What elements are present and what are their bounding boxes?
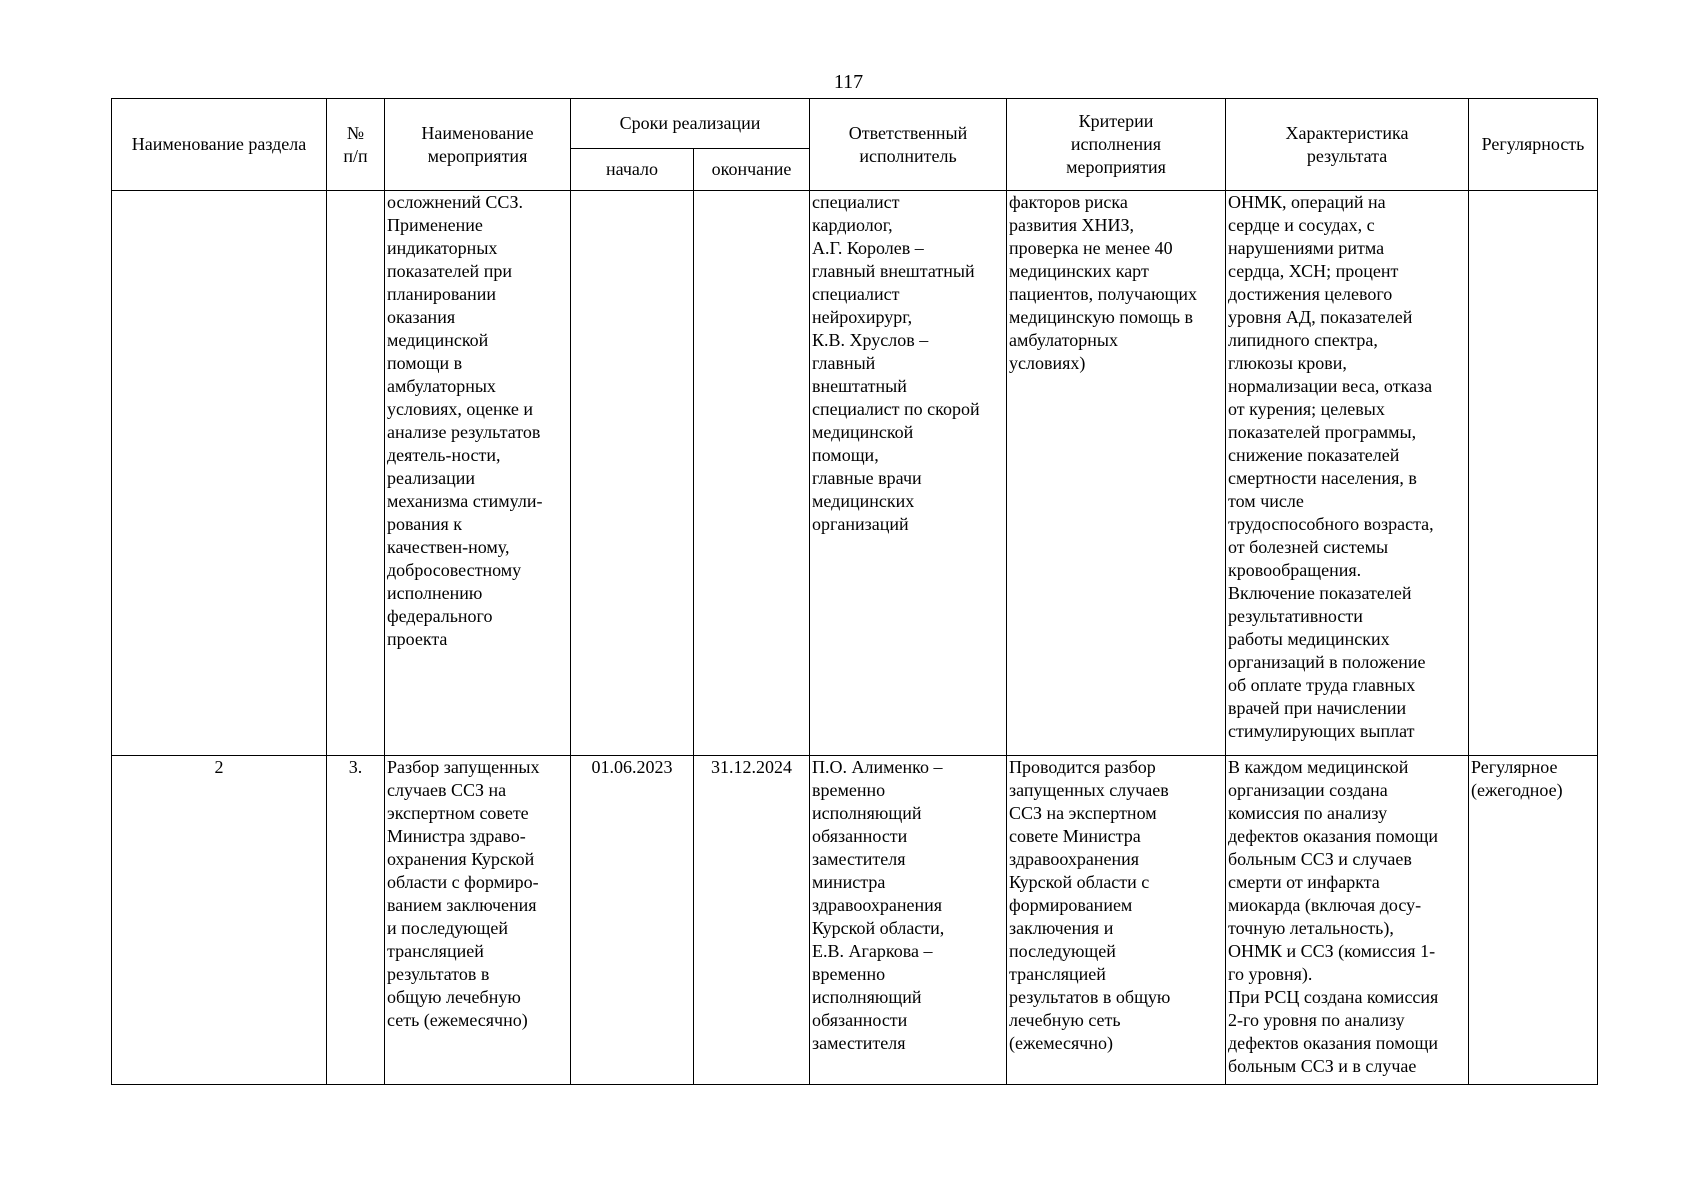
header-number: № п/п xyxy=(327,99,385,191)
cell-result: ОНМК, операций на сердце и сосудах, с нарушениями ритма сердца, ХСН; процент достижения целевого уровня АД, показателей липидного спектра, глюкозы крови, нормализации веса, отказа от курения; целевых показателей программы, снижение показателей смертности населения, в том числе трудоспособного возраста, от болезней системы кровообращения. Включение показателей результативности работы медицинских организаций в положение об оплате труда главных врачей при начислении стимулирующих выплат xyxy=(1226,191,1469,756)
header-responsible: Ответственный исполнитель xyxy=(810,99,1007,191)
cell-criteria: Проводится разбор запущенных случаев ССЗ на экспертном совете Министра здравоохранения Курской области с формированием заключения и последующей трансляцией результатов в общую лечебную сеть (ежемесячно) xyxy=(1007,756,1226,1085)
measures-table xyxy=(111,98,1598,1085)
header-result: Характеристика результата xyxy=(1226,99,1469,191)
cell-event: осложнений ССЗ. Применение индикаторных показателей при планировании оказания медицинской помощи в амбулаторных условиях, оценке и анализе результатов деятель-ности, реализации механизма стимули- рования к качествен-ному, добросовестному исполнению федерального проекта xyxy=(385,191,571,756)
cell-section xyxy=(112,191,327,756)
table-row xyxy=(112,191,1598,756)
cell-number: 3. xyxy=(327,756,385,1085)
cell-section: 2 xyxy=(112,756,327,1085)
cell-end xyxy=(694,191,810,756)
header-dates: Сроки реализации xyxy=(571,99,810,149)
header-start: начало xyxy=(571,149,694,191)
cell-number xyxy=(327,191,385,756)
header-event: Наименование мероприятия xyxy=(385,99,571,191)
header-end: окончание xyxy=(694,149,810,191)
cell-criteria: факторов риска развития ХНИЗ, проверка не менее 40 медицинских карт пациентов, получающих медицинскую помощь в амбулаторных условиях) xyxy=(1007,191,1226,756)
page-number: 117 xyxy=(833,71,864,93)
cell-responsible: специалист кардиолог, А.Г. Королев – главный внештатный специалист нейрохирург, К.В. Хруслов – главный внештатный специалист по скорой медицинской помощи, главные врачи медицинских организаций xyxy=(810,191,1007,756)
cell-regularity: Регулярное (ежегодное) xyxy=(1469,756,1598,1085)
cell-regularity xyxy=(1469,191,1598,756)
cell-end: 31.12.2024 xyxy=(694,756,810,1085)
cell-event: Разбор запущенных случаев ССЗ на экспертном совете Министра здраво- охранения Курской области с формиро- ванием заключения и последующей трансляцией результатов в общую лечебную сеть (ежемесячно) xyxy=(385,756,571,1085)
table-header xyxy=(112,99,1598,191)
table-row xyxy=(112,756,1598,1085)
header-regularity: Регулярность xyxy=(1469,99,1598,191)
cell-start: 01.06.2023 xyxy=(571,756,694,1085)
header-section: Наименование раздела xyxy=(112,99,327,191)
header-criteria: Критерии исполнения мероприятия xyxy=(1007,99,1226,191)
cell-start xyxy=(571,191,694,756)
cell-result: В каждом медицинской организации создана комиссия по анализу дефектов оказания помощи больным ССЗ и случаев смерти от инфаркта миокарда (включая досу- точную летальность), ОНМК и ССЗ (комиссия 1- го уровня). При РСЦ создана комиссия 2-го уровня по анализу дефектов оказания помощи больным ССЗ и в случае xyxy=(1226,756,1469,1085)
cell-responsible: П.О. Алименко – временно исполняющий обязанности заместителя министра здравоохранения Курской области, Е.В. Агаркова – временно исполняющий обязанности заместителя xyxy=(810,756,1007,1085)
